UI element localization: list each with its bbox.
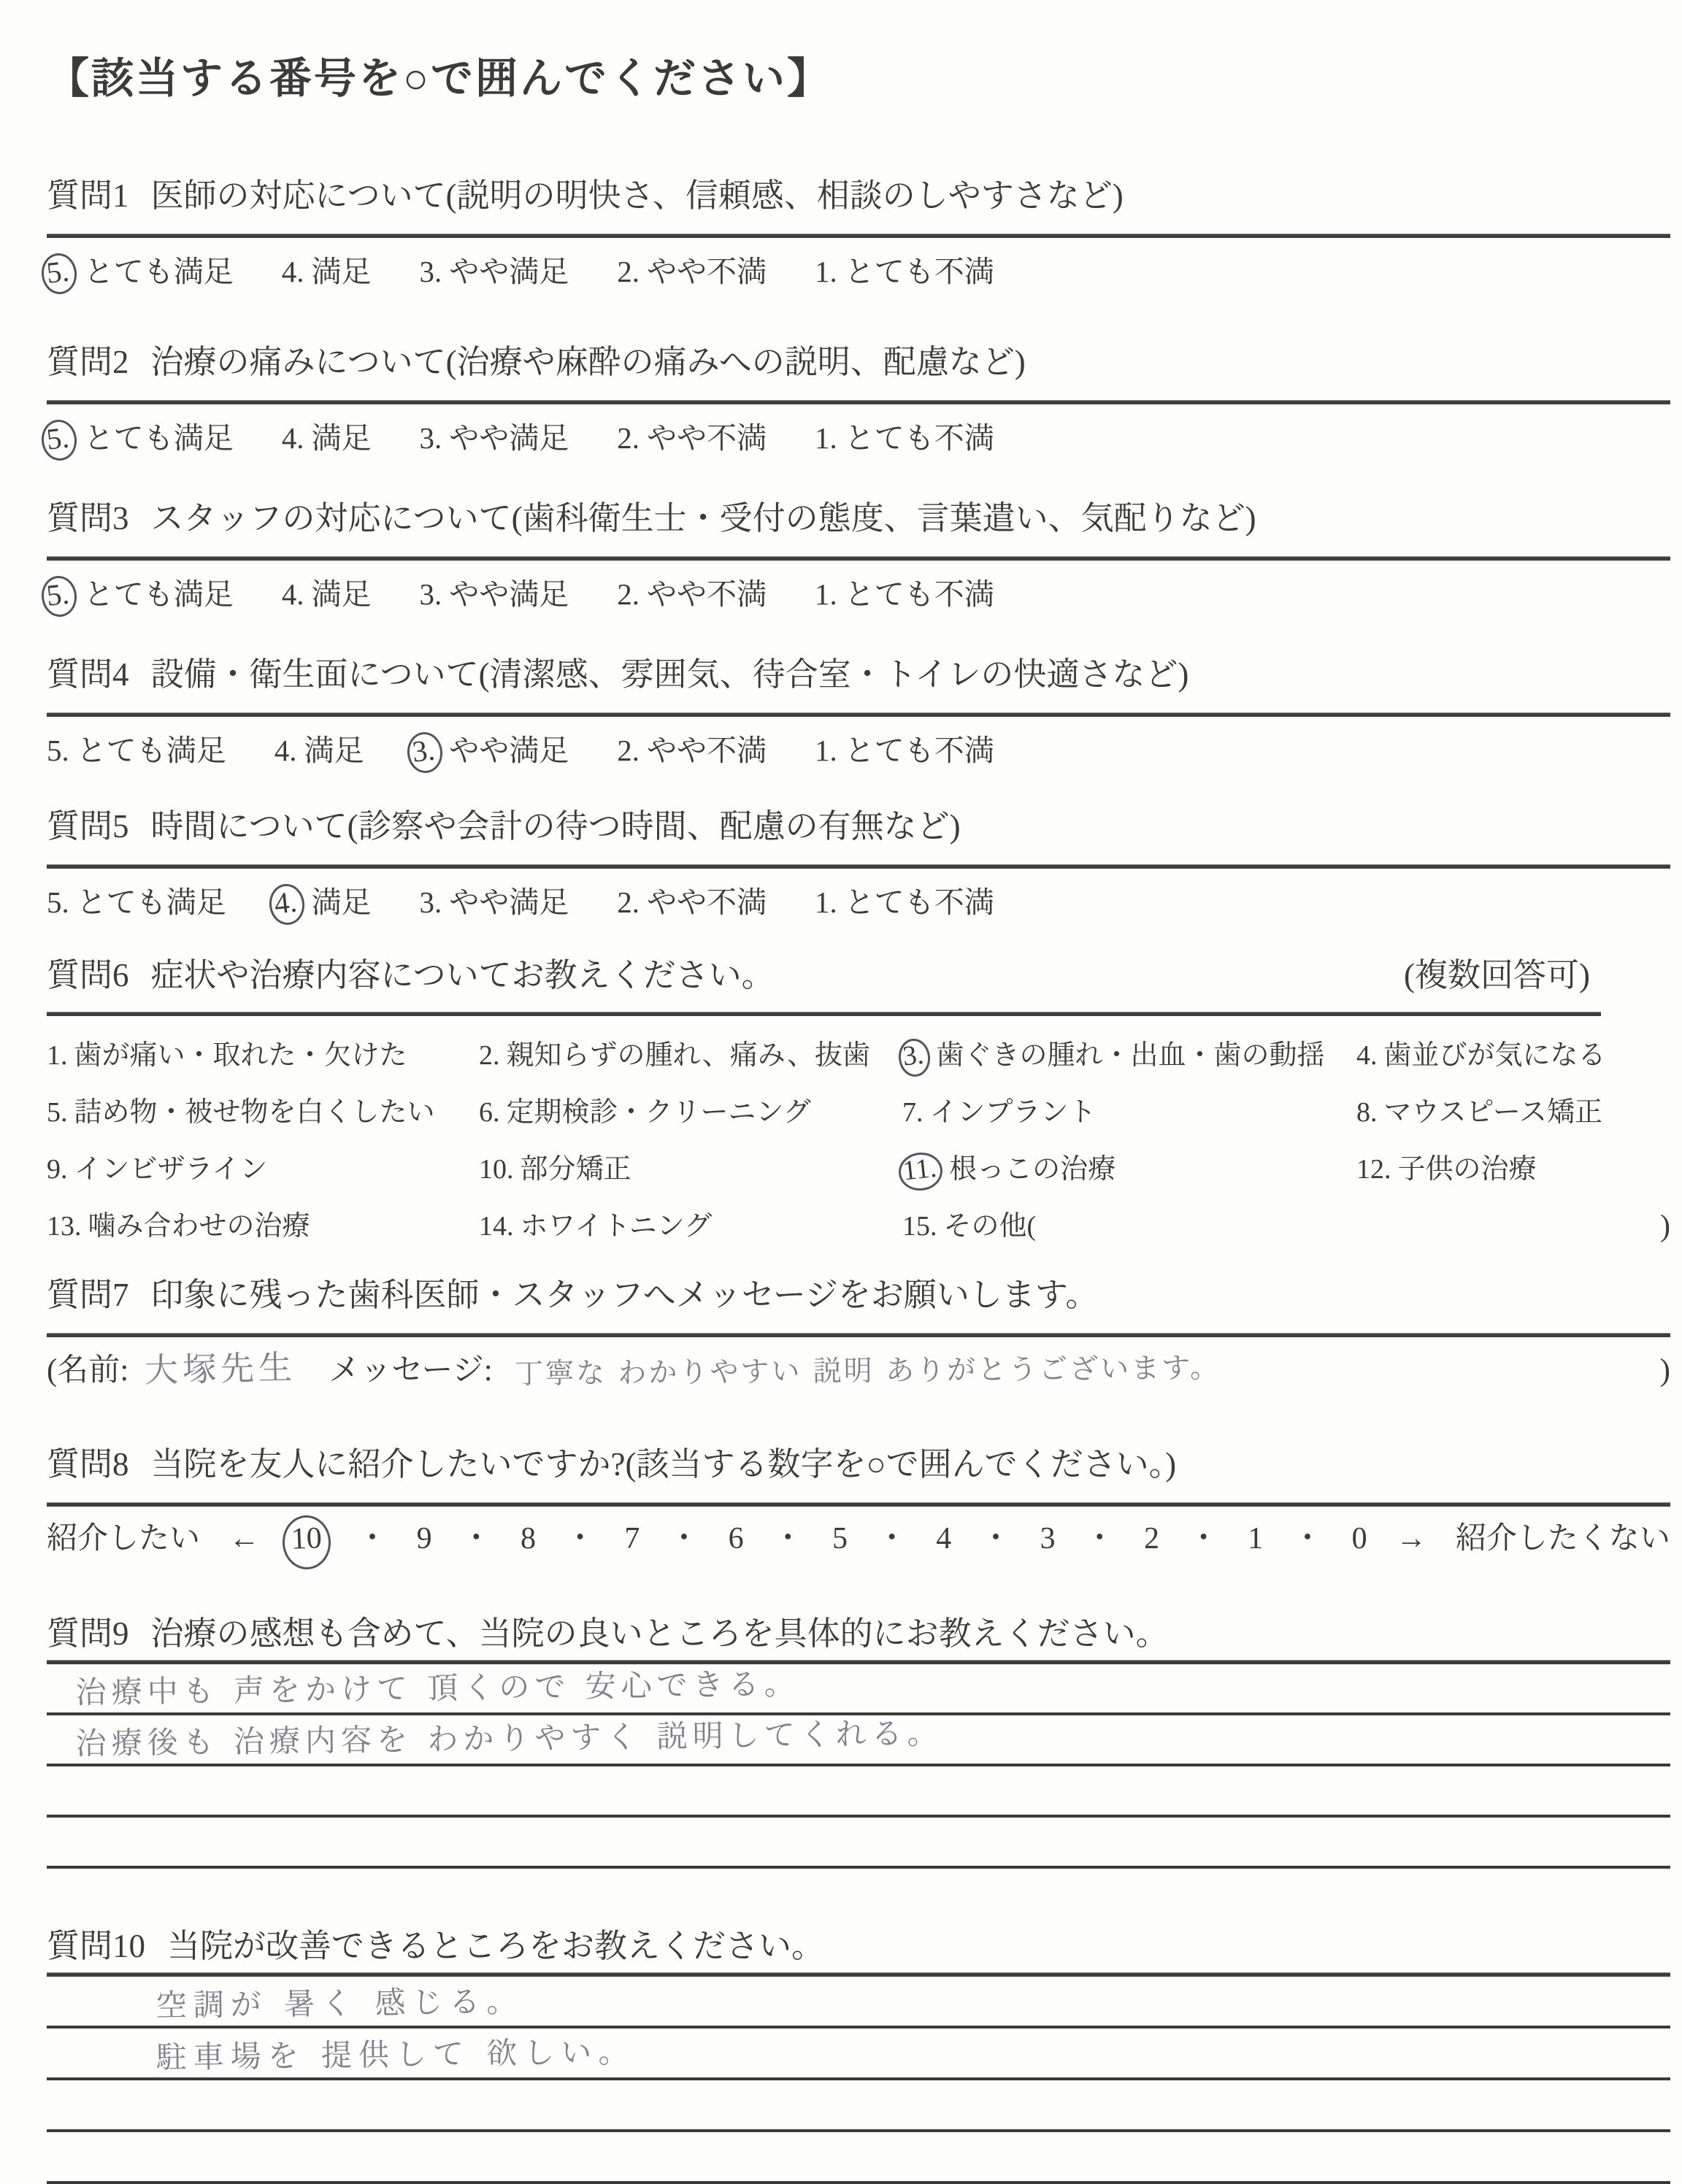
option-number: 7. (902, 1097, 923, 1128)
option-number: 9. (47, 1154, 68, 1185)
option-label: とても不満 (844, 421, 994, 455)
q6-item-6 (479, 1095, 902, 1130)
question-2-title: 治療の痛みについて(治療や麻酔の痛みへの説明、配慮など) (150, 344, 1026, 380)
q6-other-close-paren: ) (1660, 1210, 1670, 1243)
option-label: やや不満 (647, 885, 767, 919)
q1-circle-mark: 5. (39, 252, 78, 296)
option-label: 歯並びが気になる (1383, 1040, 1606, 1071)
q3-option-1 (815, 575, 994, 613)
question-6-options (47, 1038, 1670, 1244)
question-5-heading (47, 806, 1670, 847)
question-1 (47, 175, 1670, 291)
q6-item-10 (479, 1152, 902, 1187)
name-field-label: (名前: (47, 1353, 129, 1388)
option-label: やや不満 (647, 734, 767, 767)
handwritten-message: 丁寧な わかりやすい 説明 ありがとうございます。 (514, 1351, 1221, 1391)
right-arrow-icon: → (1396, 1522, 1427, 1556)
dot-separator: ・ (564, 1522, 596, 1556)
multiple-answers-note: (複数回答可) (1404, 957, 1590, 993)
q5-option-4 (274, 883, 372, 921)
option-label: ホワイトニング (520, 1211, 713, 1242)
nps-scale-row (47, 1518, 1670, 1559)
q1-option-1 (815, 253, 994, 291)
option-label: やや満足 (449, 734, 569, 767)
option-number: 6. (479, 1097, 500, 1128)
q3-option-3 (420, 575, 569, 613)
option-label: 定期検診・クリーニング (506, 1097, 811, 1128)
option-label: やや不満 (647, 577, 767, 611)
handwritten-answer: 空調が 暑く 感じる。 (155, 1983, 524, 2024)
q6-item-2 (479, 1038, 902, 1073)
question-7-answer-line (47, 1346, 1670, 1394)
dot-separator: ・ (1291, 1522, 1323, 1556)
option-number: 3. (419, 255, 442, 288)
question-2-label: 質問2 (47, 344, 129, 380)
scale-number-9: 9 (416, 1522, 432, 1556)
question-2 (47, 342, 1670, 457)
answer-line-2 (47, 2029, 1670, 2080)
q6-item-15 (902, 1209, 1356, 1244)
dot-separator: ・ (980, 1522, 1011, 1556)
question-2-options (47, 419, 1670, 457)
option-number: 4. (281, 577, 304, 611)
question-3 (47, 498, 1670, 613)
scale-number-8: 8 (520, 1522, 536, 1556)
option-number: 14. (479, 1211, 514, 1242)
option-number: 1. (815, 885, 837, 919)
option-number: 12. (1356, 1154, 1391, 1185)
question-10-label: 質問10 (47, 1928, 146, 1964)
option-label: 満足 (311, 885, 372, 919)
option-label: 満足 (311, 577, 372, 611)
option-label: やや不満 (647, 421, 767, 455)
question-6 (47, 955, 1670, 1244)
scale-number-2: 2 (1143, 1522, 1159, 1556)
option-number: 1. (815, 421, 837, 455)
option-number: 4. (281, 255, 304, 288)
q6-item-12 (1356, 1152, 1670, 1187)
question-5-title: 時間について(診察や会計の待つ時間、配慮の有無など) (150, 808, 961, 845)
handwritten-answer: 治療後も 治療内容を わかりやすく 説明してくれる。 (75, 1715, 943, 1762)
divider-line (47, 1502, 1670, 1507)
option-label: やや不満 (647, 255, 767, 288)
q6-item-7 (902, 1095, 1356, 1130)
dot-separator: ・ (356, 1522, 388, 1556)
option-number: 5. (47, 885, 69, 919)
handwritten-answer: 治療中も 声をかけて 頂くので 安心できる。 (75, 1665, 800, 1711)
option-number: 13. (47, 1211, 82, 1242)
q3-option-5 (47, 575, 234, 613)
question-6-title: 症状や治療内容についてお教えください。 (150, 957, 775, 993)
question-1-options (47, 253, 1670, 291)
question-8-label: 質問8 (47, 1446, 129, 1483)
question-8-title: 当院を友人に紹介したいですか?(該当する数字を○で囲んでください。) (150, 1446, 1177, 1483)
q5-option-5 (47, 883, 226, 921)
question-7-label: 質問7 (47, 1277, 129, 1313)
option-label: その他( (943, 1211, 1037, 1242)
option-label: 満足 (311, 421, 372, 455)
option-number: 10. (479, 1154, 514, 1185)
q4-option-1 (815, 731, 994, 769)
question-8-heading (47, 1444, 1670, 1485)
option-label: 部分矯正 (520, 1154, 631, 1185)
option-label: とても満足 (83, 577, 234, 611)
want-to-refer-label: 紹介したい (47, 1522, 201, 1556)
option-label: やや満足 (449, 885, 569, 919)
option-number: 3. (419, 885, 442, 919)
q3-circle-mark: 5. (39, 574, 78, 619)
q4-option-3 (412, 731, 569, 769)
option-number: 5. (47, 734, 69, 767)
option-number: 1. (815, 577, 837, 611)
q1-option-5 (47, 253, 234, 291)
question-4-options (47, 731, 1670, 769)
question-6-heading-left (47, 955, 775, 996)
option-label: 親知らずの腫れ、痛み、抜歯 (506, 1040, 871, 1071)
dot-separator: ・ (1188, 1522, 1219, 1556)
option-number: 5. (47, 1097, 68, 1128)
dot-separator: ・ (772, 1522, 804, 1556)
question-7-heading (47, 1274, 1670, 1315)
question-7 (47, 1274, 1670, 1394)
option-number: 3. (419, 577, 442, 611)
q4-circle-mark: 3. (405, 731, 444, 775)
divider-line (47, 1333, 1670, 1337)
answer-line-3 (47, 2080, 1670, 2132)
option-label: やや満足 (449, 577, 569, 611)
q2-option-5 (47, 419, 234, 457)
option-label: とても不満 (844, 734, 994, 767)
question-10 (47, 1926, 1670, 2184)
option-label: 歯ぐきの腫れ・出血・歯の動揺 (936, 1040, 1325, 1071)
option-number: 8. (1356, 1097, 1378, 1128)
option-label: インビザライン (74, 1154, 268, 1185)
option-number: 3. (419, 421, 442, 455)
question-3-options (47, 575, 1670, 613)
option-label: 根っこの治療 (949, 1154, 1116, 1185)
question-8 (47, 1444, 1670, 1559)
option-number: 1. (815, 255, 837, 288)
option-label: 満足 (311, 255, 372, 288)
q2-option-3 (420, 419, 569, 457)
q5-circle-mark: 4. (267, 883, 306, 927)
close-paren: ) (1659, 1353, 1670, 1388)
q4-option-4 (274, 731, 364, 769)
divider-line (47, 234, 1670, 238)
question-9-label: 質問9 (47, 1615, 129, 1652)
q6-item-5 (47, 1095, 479, 1130)
option-label: とても満足 (76, 734, 226, 767)
scale-number-7: 7 (624, 1522, 640, 1556)
option-label: とても不満 (844, 577, 994, 611)
option-label: 子供の治療 (1397, 1154, 1537, 1185)
q6-item-8 (1356, 1095, 1670, 1130)
q6-item-1 (47, 1038, 479, 1073)
question-4 (47, 654, 1670, 769)
option-label: 噛み合わせの治療 (88, 1211, 310, 1242)
question-5-options (47, 883, 1670, 921)
q1-option-4 (282, 253, 372, 291)
question-6-label: 質問6 (47, 957, 129, 993)
q8-circle-mark-10: 10 (282, 1515, 332, 1570)
question-3-title: スタッフの対応について(歯科衛生士・受付の態度、言葉遣い、気配りなど) (150, 500, 1256, 537)
question-1-heading (47, 175, 1670, 216)
option-label: とても不満 (844, 255, 994, 288)
q2-option-4 (282, 419, 372, 457)
q6-circle-mark-3: 3. (896, 1037, 932, 1078)
question-4-heading (47, 654, 1670, 695)
option-number: 2. (617, 255, 640, 288)
question-3-heading (47, 498, 1670, 539)
q6-item-14 (479, 1209, 902, 1244)
answer-line-1 (47, 1977, 1670, 2029)
dot-separator: ・ (1084, 1522, 1115, 1556)
q4-option-2 (617, 731, 767, 769)
q2-circle-mark: 5. (39, 418, 78, 463)
handwritten-answer: 駐車場を 提供して 欲しい。 (155, 2033, 636, 2076)
question-9-heading (47, 1613, 1670, 1654)
scale-number-6: 6 (728, 1522, 744, 1556)
q5-option-1 (815, 883, 994, 921)
q5-option-2 (617, 883, 767, 921)
q5-option-3 (420, 883, 569, 921)
divider-line (47, 1012, 1601, 1016)
option-label: やや満足 (449, 421, 569, 455)
option-number: 1. (815, 734, 837, 767)
question-2-heading (47, 342, 1670, 382)
option-number: 4. (274, 734, 297, 767)
q2-option-2 (617, 419, 767, 457)
handwritten-name: 大塚先生 (144, 1347, 297, 1391)
question-1-label: 質問1 (47, 177, 129, 214)
divider-line (47, 864, 1670, 869)
q6-item-9 (47, 1152, 479, 1187)
dot-separator: ・ (876, 1522, 907, 1556)
q6-item-13 (47, 1209, 479, 1244)
q6-item-11 (902, 1152, 1356, 1187)
option-label: 詰め物・被せ物を白くしたい (74, 1097, 435, 1128)
option-label: 満足 (304, 734, 364, 767)
option-label: マウスピース矯正 (1383, 1097, 1602, 1128)
message-field-label: メッセージ: (329, 1353, 493, 1388)
option-number: 2. (617, 734, 640, 767)
answer-line-2 (47, 1715, 1670, 1766)
option-label: とても不満 (844, 885, 994, 919)
option-number: 2. (479, 1040, 500, 1071)
option-number: 2. (617, 421, 640, 455)
option-number: 15. (902, 1211, 937, 1242)
q1-option-2 (617, 253, 767, 291)
question-1-title: 医師の対応について(説明の明快さ、信頼感、相談のしやすさなど) (150, 177, 1124, 214)
not-want-to-refer-label: 紹介したくない (1455, 1522, 1670, 1556)
q1-option-3 (420, 253, 569, 291)
document-title: 【該当する番号を○で囲んでください】 (47, 55, 832, 102)
answer-line-4 (47, 1818, 1670, 1869)
option-label: やや満足 (449, 255, 569, 288)
q6-item-3 (902, 1038, 1356, 1073)
question-9 (47, 1613, 1670, 1869)
question-10-heading (47, 1926, 1670, 1966)
option-label: 歯が痛い・取れた・欠けた (74, 1040, 407, 1071)
option-label: とても満足 (83, 255, 234, 288)
option-number: 4. (281, 421, 304, 455)
q2-option-1 (815, 419, 994, 457)
answer-line-1 (47, 1664, 1670, 1715)
question-6-heading (47, 955, 1670, 996)
dot-separator: ・ (461, 1522, 492, 1556)
divider-line (47, 556, 1670, 561)
dot-separator: ・ (668, 1522, 699, 1556)
option-number: 2. (617, 885, 640, 919)
divider-line (47, 712, 1670, 717)
question-9-title: 治療の感想も含めて、当院の良いところを具体的にお教えください。 (150, 1615, 1169, 1652)
q4-option-5 (47, 731, 226, 769)
question-10-title: 当院が改善できるところをお教えください。 (167, 1928, 825, 1964)
option-number: 4. (1356, 1040, 1378, 1071)
q6-item-4 (1356, 1038, 1670, 1073)
question-4-title: 設備・衛生面について(清潔感、雰囲気、待合室・トイレの快適さなど) (150, 656, 1189, 693)
q3-option-2 (617, 575, 767, 613)
option-label: インプラント (929, 1097, 1097, 1128)
scale-number-5: 5 (832, 1522, 848, 1556)
q3-option-4 (282, 575, 372, 613)
option-number: 1. (47, 1040, 68, 1071)
question-7-title: 印象に残った歯科医師・スタッフへメッセージをお願いします。 (150, 1277, 1099, 1313)
scale-number-0: 0 (1351, 1522, 1367, 1556)
question-5 (47, 806, 1670, 921)
option-label: とても満足 (76, 885, 226, 919)
question-5-label: 質問5 (47, 808, 129, 845)
question-3-label: 質問3 (47, 500, 129, 537)
option-number: 2. (617, 577, 640, 611)
divider-line (47, 400, 1670, 404)
scale-number-1: 1 (1248, 1522, 1264, 1556)
question-4-label: 質問4 (47, 656, 129, 693)
q6-circle-mark-11: 11. (896, 1150, 944, 1193)
scale-number-3: 3 (1040, 1522, 1056, 1556)
left-arrow-icon: ← (229, 1522, 260, 1556)
scale-number-4: 4 (936, 1522, 952, 1556)
answer-line-3 (47, 1766, 1670, 1818)
option-label: とても満足 (83, 421, 234, 455)
answer-line-4 (47, 2132, 1670, 2184)
